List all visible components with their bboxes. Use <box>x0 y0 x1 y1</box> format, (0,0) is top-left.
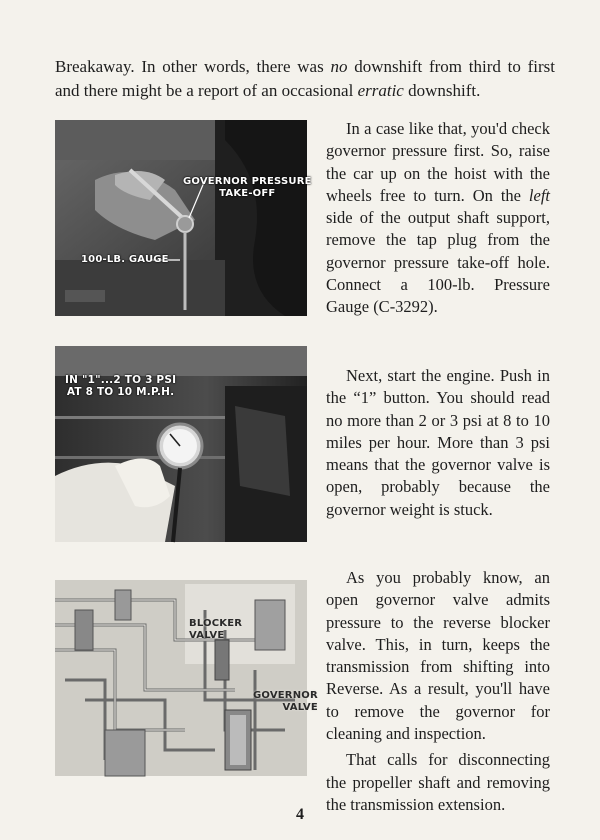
caption-gauge-reading <box>65 374 176 398</box>
caption-gauge-reading-line2: AT 8 TO 10 M.P.H. <box>66 386 175 398</box>
caption-gauge-reading-line1: IN "1"...2 TO 3 PSI <box>65 374 177 386</box>
paragraph-start-engine <box>326 365 550 521</box>
page-number: 4 <box>296 806 304 823</box>
gauge-reading-photo <box>55 346 307 542</box>
caption-governor-pressure-line2: TAKE-OFF <box>219 188 276 199</box>
intro-paragraph <box>55 55 555 103</box>
caption-governor-pressure-line1: GOVERNOR PRESSURE <box>183 176 312 187</box>
caption-100lb-gauge: 100-LB. GAUGE <box>81 254 169 265</box>
caption-blocker-valve <box>189 618 242 642</box>
paragraph-governor-pressure-text: In a case like that, you'd check governor pressure first. So, raise the car up on the hoist with the wheels free to turn. On the left side of the output shaft support, remove the tap plug from the governor pressure take-off hole. Connect a 100-lb. Pressure Gauge (C-3292). <box>326 119 550 317</box>
paragraph-propeller-shaft-text: That calls for disconnecting the propeller shaft and removing the transmission extension. <box>326 750 550 814</box>
caption-blocker-valve-line2: VALVE <box>189 630 225 641</box>
intro-text-1: Breakaway. In other words, there was <box>55 57 331 76</box>
emphasis-left: left <box>528 185 550 205</box>
caption-governor-valve-line1: GOVERNOR <box>253 690 318 701</box>
paragraph-start-engine-text: Next, start the engine. Push in the “1” button. You should read no more than 2 or 3 psi at 8 to 10 miles per hour. More than 3 psi means that the governor valve is open, probably because the governor weight is stuck. <box>326 366 550 519</box>
intro-emphasis-no: no <box>330 57 348 76</box>
paragraph-governor-pressure <box>326 118 550 319</box>
caption-governor-pressure <box>183 176 312 200</box>
intro-text-2: downshift from third to first and there might be a report of an occasional <box>55 57 555 100</box>
governor-pressure-photo <box>55 120 312 316</box>
paragraph-blocker-valve-text: As you probably know, an open governor valve admits pressure to the reverse blocker valve. This, in turn, keeps the transmission from shifting into Reverse. As a result, you'll have to remove the governor for cleaning and inspection. <box>326 568 550 744</box>
intro-text-3: downshift. <box>403 81 481 100</box>
caption-governor-valve <box>253 690 318 714</box>
paragraph-blocker-valve <box>326 567 550 816</box>
valve-circuit-diagram <box>55 580 318 776</box>
caption-blocker-valve-line1: BLOCKER <box>189 618 243 629</box>
valve-circuit-diagram-art <box>55 580 307 776</box>
caption-governor-valve-line2: VALVE <box>282 702 318 713</box>
intro-emphasis-erratic: erratic <box>357 81 404 100</box>
governor-pressure-photo-art <box>55 120 307 316</box>
